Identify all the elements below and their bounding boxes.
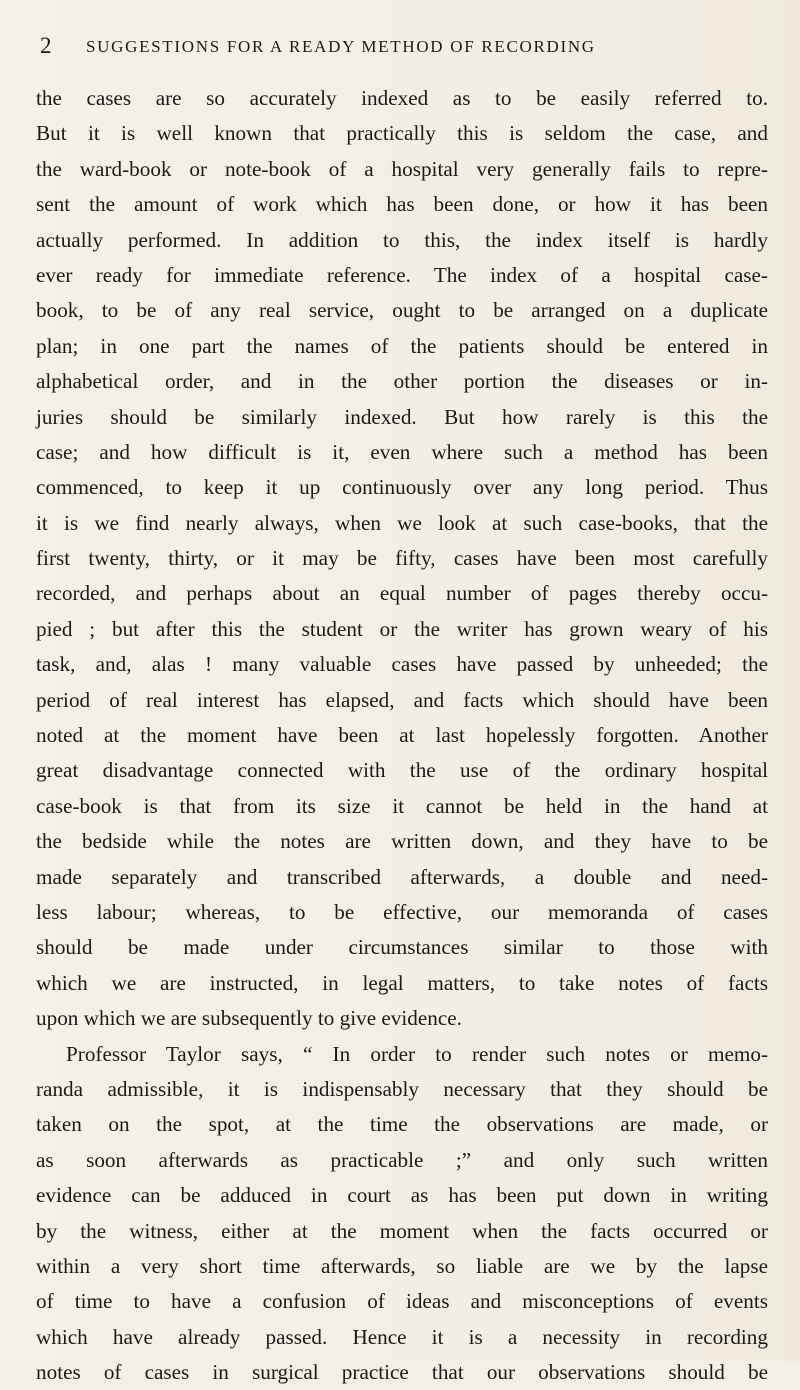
text-line: randa admissible, it is indispensably necessary that they should be (36, 1076, 768, 1101)
text-line: upon which we are subsequently to give evidence. (36, 1006, 462, 1031)
text-line: ever ready for immediate reference. The index of a hospital case- (36, 262, 768, 287)
page-number: 2 (40, 33, 52, 58)
text-line: task, and, alas ! many valuable cases have passed by unheeded; the (36, 652, 768, 677)
text-line: of time to have a confusion of ideas and misconceptions of events (36, 1289, 768, 1314)
text-line: noted at the moment have been at last hopelessly forgotten. Another (36, 723, 768, 748)
text-line: Professor Taylor says, “ In order to render such notes or memo- (66, 1041, 768, 1066)
text-line: should be made under circumstances similar to those with (36, 935, 768, 960)
text-line: within a very short time afterwards, so liable are we by the lapse (36, 1253, 768, 1278)
text-line: pied ; but after this the student or the writer has grown weary of his (36, 616, 768, 641)
text-line: great disadvantage connected with the use of the ordinary hospital (36, 758, 768, 783)
text-line: by the witness, either at the moment when the facts occurred or (36, 1218, 768, 1243)
text-line: which we are instructed, in legal matters, to take notes of facts (36, 970, 768, 995)
text-line: recorded, and perhaps about an equal number of pages thereby occu- (36, 581, 768, 606)
text-line: notes of cases in surgical practice that our observations should be (36, 1360, 768, 1385)
text-line: juries should be similarly indexed. But how rarely is this the (36, 404, 768, 429)
page-header (40, 31, 760, 61)
text-line: period of real interest has elapsed, and facts which should have been (36, 687, 768, 712)
text-line: commenced, to keep it up continuously over any long period. Thus (36, 475, 768, 500)
text-line: the cases are so accurately indexed as to be easily referred to. (36, 86, 768, 110)
text-line: case-book is that from its size it cannot be held in the hand at (36, 793, 768, 818)
text-line: which have already passed. Hence it is a necessity in recording (36, 1324, 768, 1349)
body-text (36, 81, 768, 1390)
text-line: book, to be of any real service, ought to be arranged on a duplicate (36, 298, 768, 323)
text-line: actually performed. In addition to this, the index itself is hardly (36, 227, 768, 252)
text-line: the ward-book or note-book of a hospital very generally fails to repre- (36, 156, 768, 181)
text-line: sent the amount of work which has been done, or how it has been (36, 192, 768, 217)
text-line: taken on the spot, at the time the observations are made, or (36, 1112, 768, 1137)
running-head: SUGGESTIONS FOR A READY METHOD OF RECORDING (86, 37, 596, 56)
text-line: first twenty, thirty, or it may be fifty, cases have been most carefully (36, 546, 768, 571)
text-line: plan; in one part the names of the patients should be entered in (36, 333, 768, 358)
text-line: less labour; whereas, to be effective, our memoranda of cases (36, 899, 768, 924)
text-line: evidence can be adduced in court as has been put down in writing (36, 1183, 768, 1208)
text-line: made separately and transcribed afterwards, a double and need- (36, 864, 768, 889)
text-line: case; and how difficult is it, even where such a method has been (36, 439, 768, 464)
text-line: alphabetical order, and in the other portion the diseases or in- (36, 369, 768, 394)
text-line: as soon afterwards as practicable ;” and only such written (36, 1147, 768, 1172)
text-line: But it is well known that practically this is seldom the case, and (36, 121, 768, 146)
text-line: the bedside while the notes are written down, and they have to be (36, 829, 768, 854)
text-line: it is we find nearly always, when we look at such case-books, that the (36, 510, 768, 535)
